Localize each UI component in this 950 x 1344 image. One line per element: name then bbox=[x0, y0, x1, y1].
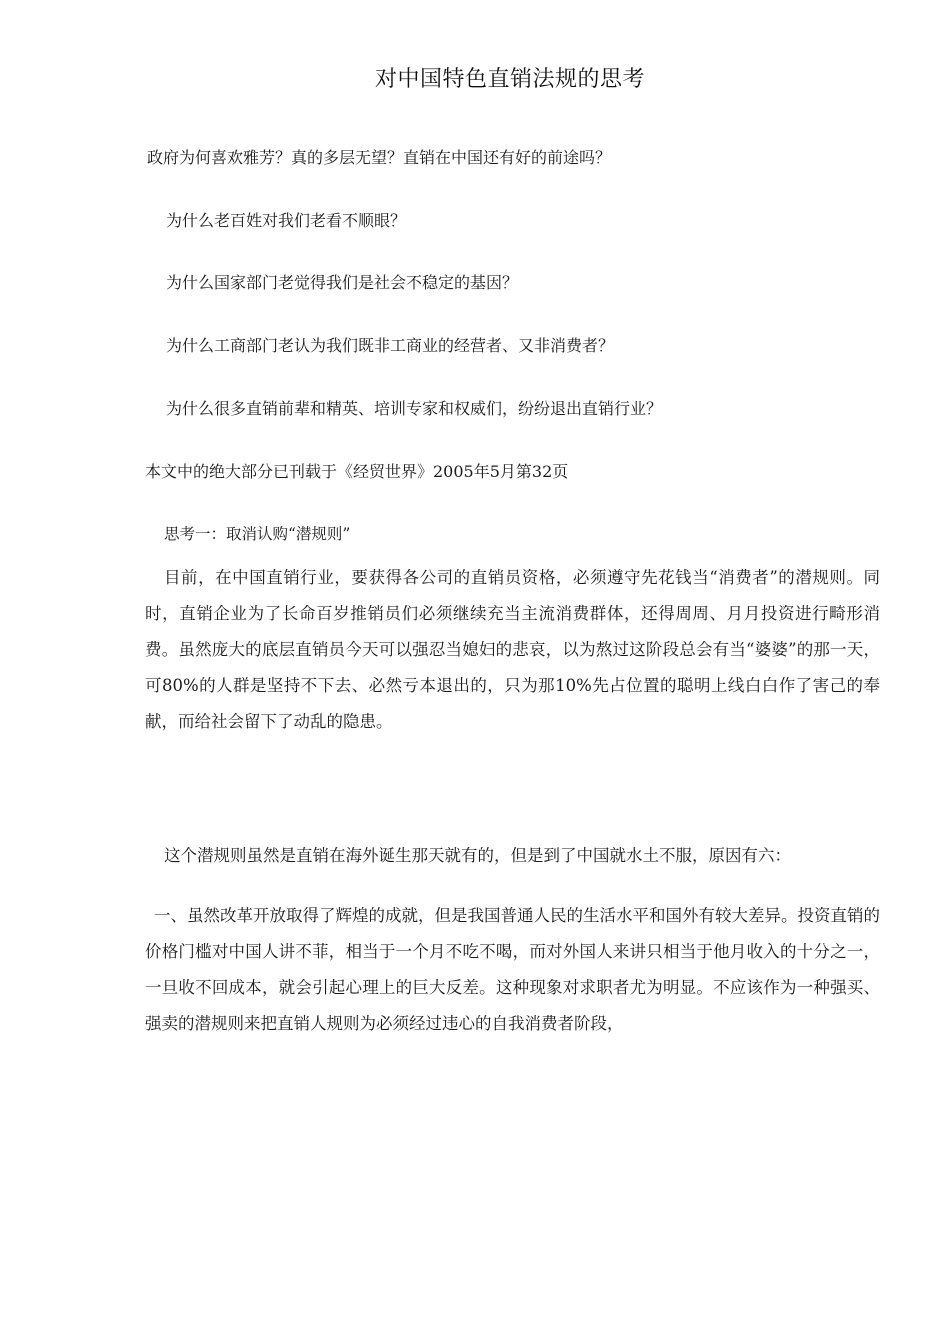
question-3: 为什么工商部门老认为我们既非工商业的经营者、又非消费者？ bbox=[166, 336, 615, 355]
question-1: 为什么老百姓对我们老看不顺眼？ bbox=[166, 211, 407, 230]
question-4: 为什么很多直销前辈和精英、培训专家和权威们，纷纷退出直销行业？ bbox=[166, 399, 663, 418]
paragraph-2: 这个潜规则虽然是直销在海外诞生那天就有的，但是到了中国就水土不服，原因有六： bbox=[164, 846, 791, 865]
paragraph-3: 一、虽然改革开放取得了辉煌的成就，但是我国普通人民的生活水平和国外有较大差异。投资直销的价格门槛对中国人讲不菲，相当于一个月不吃不喝，而对外国人来讲只相当于他月收入的十分之一，一旦收不回成本，就会引起心理上的巨大反差。这种现象对求职者尤为明显。不应该作为一种强买、强卖的潜规则来把直销人规则为必须经过违心的自我消费者阶段， bbox=[145, 906, 880, 1033]
intro-line: 政府为何喜欢雅芳？真的多层无望？直销在中国还有好的前途吗？ bbox=[147, 148, 612, 167]
page-title: 对中国特色直销法规的思考 bbox=[374, 67, 645, 92]
paragraph-1: 目前，在中国直销行业，要获得各公司的直销员资格，必须遵守先花钱当“消费者”的潜规则。同时，直销企业为了长命百岁推销员们必须继续充当主流消费群体，还得周周、月月投资进行畸形消费。虽然庞大的底层直销员今天可以强忍当媳妇的悲哀，以为熬过这阶段总会有当“婆婆”的那一天，可80%的人群是坚持不下去、必然亏本退出的，只为那10%先占位置的聪明上线白白作了害己的奉献，而给社会留下了动乱的隐患。 bbox=[145, 568, 880, 731]
question-2: 为什么国家部门老觉得我们是社会不稳定的基因？ bbox=[166, 273, 519, 292]
section-heading: 思考一：取消认购“潜规则” bbox=[164, 525, 351, 543]
source-note: 本文中的绝大部分已刊载于《经贸世界》2005年5月第32页 bbox=[145, 462, 569, 481]
